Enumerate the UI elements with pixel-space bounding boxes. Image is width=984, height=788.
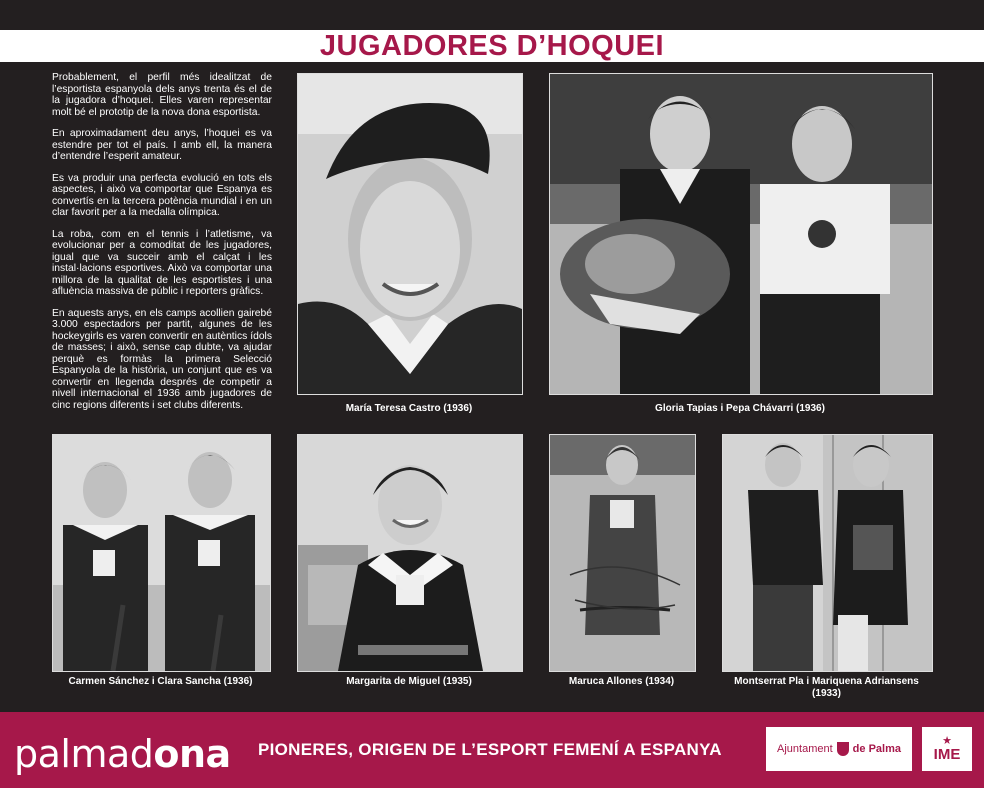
photo-allones bbox=[549, 434, 696, 672]
footer-slogan: PIONERES, ORIGEN DE L’ESPORT FEMENÍ A ESPANYA bbox=[258, 740, 722, 759]
photo-tapias bbox=[549, 73, 933, 395]
photo-miguel bbox=[297, 434, 523, 672]
caption-castro: María Teresa Castro (1936) bbox=[345, 403, 473, 414]
intro-text bbox=[52, 72, 272, 421]
intro-paragraph: Probablement, el perfil més idealitzat de l’esportista espanyola dels anys trenta és el de la jugadora d’hoquei. Elles varen representar molt bé el prototip de la nova dona esportista. bbox=[52, 72, 272, 118]
photo-sanchez bbox=[52, 434, 271, 672]
ime-text: IME bbox=[933, 746, 961, 763]
crest-icon bbox=[837, 742, 849, 756]
palmadona-logo bbox=[14, 732, 231, 776]
brand-light: palmad bbox=[14, 732, 154, 776]
ajuntament-logo bbox=[766, 727, 912, 771]
caption-pla bbox=[722, 676, 931, 700]
ajuntament-text: Ajuntament bbox=[777, 743, 833, 755]
caption-pla-line1: Montserrat Pla i Mariquena Adriansens bbox=[734, 676, 919, 687]
caption-miguel: Margarita de Miguel (1935) bbox=[346, 676, 472, 687]
title-bar bbox=[0, 30, 984, 62]
footer bbox=[0, 712, 984, 788]
photo-castro bbox=[297, 73, 523, 395]
caption-tapias: Gloria Tapias i Pepa Chávarri (1936) bbox=[655, 403, 825, 414]
ime-logo bbox=[922, 727, 972, 771]
brand-bold: ona bbox=[153, 732, 231, 776]
page-title: JUGADORES D’HOQUEI bbox=[319, 30, 665, 62]
caption-pla-line2: (1933) bbox=[812, 688, 841, 699]
star-icon: ★ bbox=[942, 735, 952, 747]
intro-paragraph: En aquests anys, en els camps acollien gairebé 3.000 espectadors per partit, algunes de les hockeygirls es varen convertir en autèntics ídols de masses; i això, sense cap dubte, va ajudar perquè es formàs la primera Selecció Espanyola de la història, un conjunt que es va convertir en llegenda després de competir a nivell internacional el 1936 amb jugadores de cinc regions diferents i set clubs diferents. bbox=[52, 307, 272, 411]
intro-paragraph: En aproximadament deu anys, l’hoquei es va estendre per tot el país. I amb ell, la manera d’entendre l’esperit amateur. bbox=[52, 128, 272, 162]
caption-allones: Maruca Allones (1934) bbox=[568, 676, 675, 687]
caption-sanchez: Carmen Sánchez i Clara Sancha (1936) bbox=[68, 676, 253, 687]
ajuntament-city: de Palma bbox=[852, 743, 901, 755]
photo-pla bbox=[722, 434, 933, 672]
intro-paragraph: Es va produir una perfecta evolució en tots els aspectes, i això va comportar que Espanya es convertís en la tercera potència mundial i en un clar favorit per a la medalla olímpica. bbox=[52, 172, 272, 218]
intro-paragraph: La roba, com en el tennis i l’atletisme, va evolucionar per a comoditat de les jugadores, igual que va succeir amb el calçat i les instal·lacions esportives. Això va comportar una millora de la qualitat de les esportistes i una afluència massiva de públic i reporters gràfics. bbox=[52, 228, 272, 297]
